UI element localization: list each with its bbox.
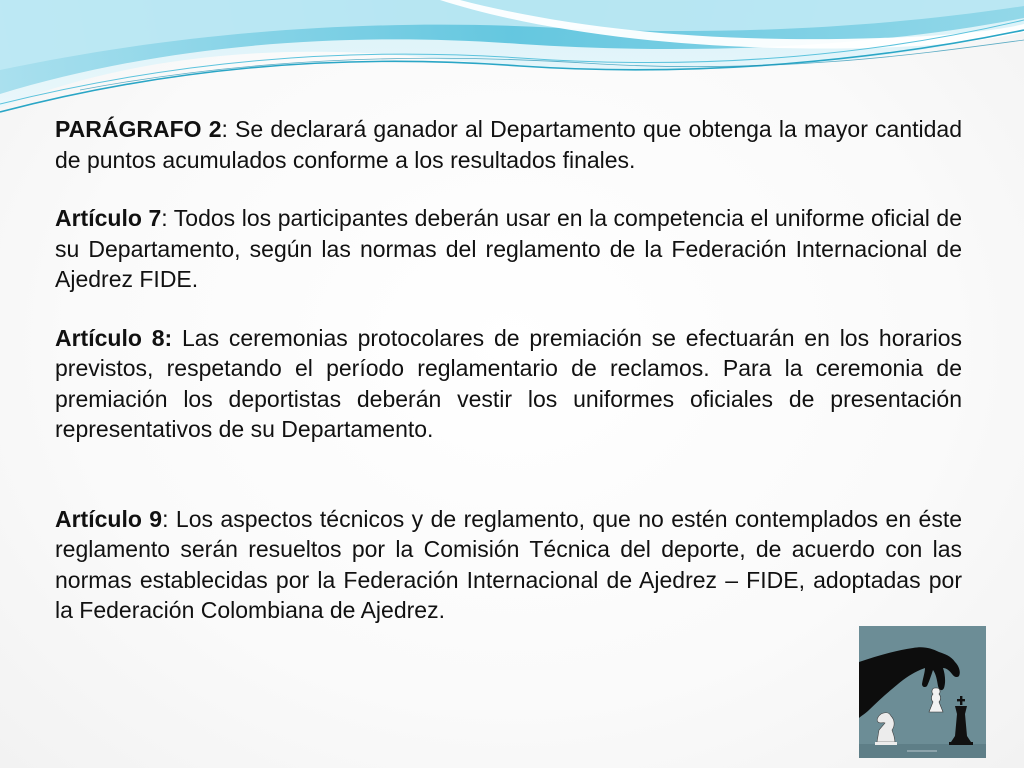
paragraph-label: Artículo 8: bbox=[55, 324, 173, 351]
paragraph-articulo-9 bbox=[55, 504, 962, 626]
label-suffix: 9 bbox=[141, 505, 163, 532]
decorative-wave-header bbox=[0, 0, 1024, 130]
hand-moving-chess-piece-icon bbox=[859, 626, 986, 758]
paragraph-text: Se declarará ganador al Departamento que obtenga la mayor cantidad de puntos acumulados conforme a los resultados finales. bbox=[55, 116, 962, 173]
paragraph-text: : Los aspectos técnicos y de reglamento, que no estén contemplados en éste reglamento serán resueltos por la Comisión Técnica del deporte, de acuerdo con las normas establecidas por la Federación Internacional de Ajedrez – FIDE, adoptadas por la Federación Colombiana de Ajedrez. bbox=[55, 505, 963, 623]
label-suffix: : bbox=[221, 116, 228, 142]
label-suffix: : bbox=[161, 205, 168, 231]
paragraph-label: Artículo 7 bbox=[55, 205, 162, 231]
paragraph-articulo-8 bbox=[55, 323, 962, 445]
paragraph-paragrafo-2 bbox=[55, 114, 962, 175]
paragraph-text: Todos los participantes deberán usar en la competencia el uniforme oficial de su Departamento, según las normas del reglamento de la Federación Internacional de Ajedrez FIDE. bbox=[55, 205, 962, 292]
paragraph-articulo-7 bbox=[55, 203, 962, 295]
paragraph-text: Las ceremonias protocolares de premiación se efectuarán en los horarios previstos, respetando el período reglamentario de reclamos. Para la ceremonia de premiación los deportistas deberán vestir los uniformes oficiales de presentación representativos de su Departamento. bbox=[55, 324, 963, 442]
slide-body bbox=[55, 114, 962, 626]
paragraph-label: PARÁGRAFO 2 bbox=[55, 116, 222, 142]
paragraph-label: Artículo bbox=[55, 505, 142, 532]
